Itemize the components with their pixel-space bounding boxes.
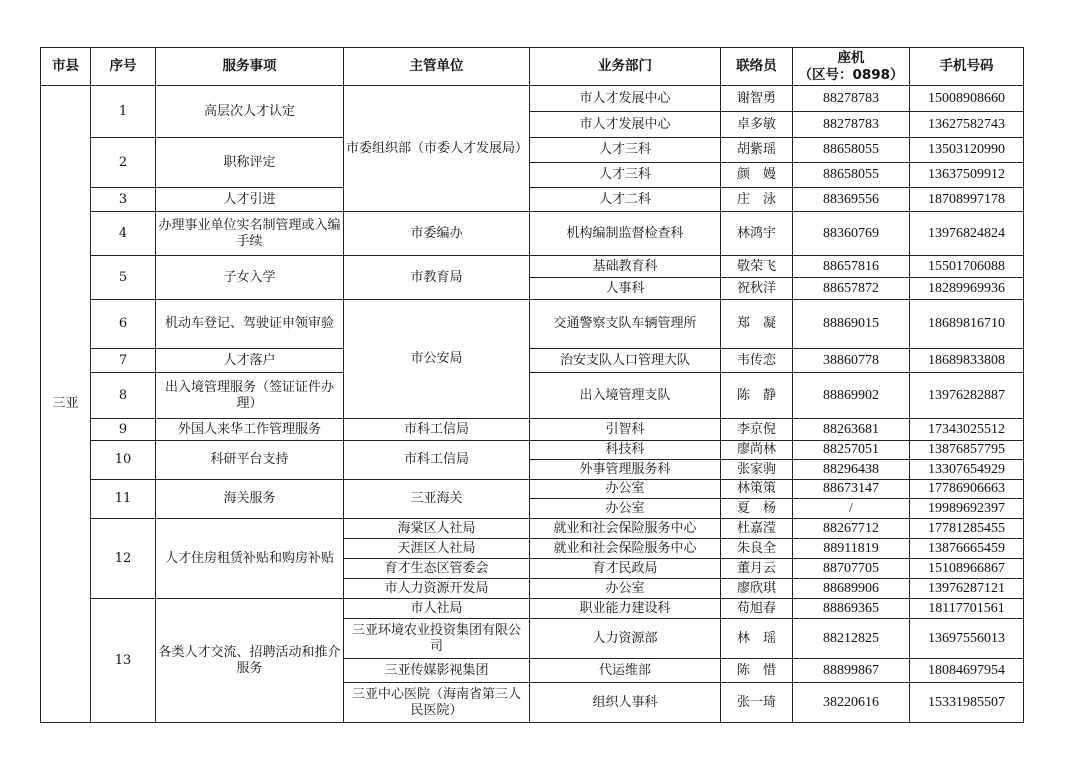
department-cell: 外事管理服务科 (530, 460, 721, 480)
department-cell: 引智科 (530, 419, 721, 441)
service-cell: 高层次人才认定 (156, 86, 344, 138)
contact-cell: 廖欣琪 (721, 579, 793, 599)
landline-cell: 88263681 (793, 419, 910, 441)
landline-cell: 88360769 (793, 212, 910, 256)
item-no: 5 (91, 256, 156, 300)
contact-cell: 张一琦 (721, 683, 793, 723)
department-cell: 机构编制监督检查科 (530, 212, 721, 256)
landline-cell: 88267712 (793, 519, 910, 539)
contact-cell: 郑 凝 (721, 300, 793, 349)
department-cell: 人事科 (530, 278, 721, 300)
table-row (41, 519, 1024, 539)
table-row (41, 349, 1024, 373)
service-cell: 人才引进 (156, 188, 344, 212)
contact-cell: 卓多敏 (721, 112, 793, 138)
authority-cell: 市人社局 (344, 599, 530, 619)
contact-cell: 庄 泳 (721, 188, 793, 212)
landline-cell: 88257051 (793, 441, 910, 460)
department-cell: 就业和社会保险服务中心 (530, 519, 721, 539)
header-contact: 联络员 (721, 48, 793, 86)
table-row (41, 188, 1024, 212)
table-row (41, 480, 1024, 499)
header-no: 序号 (91, 48, 156, 86)
landline-cell: 88869015 (793, 300, 910, 349)
table-row (41, 138, 1024, 163)
mobile-cell: 18084697954 (910, 659, 1024, 683)
header-department: 业务部门 (530, 48, 721, 86)
authority-cell: 三亚海关 (344, 480, 530, 519)
mobile-cell: 17786906663 (910, 480, 1024, 499)
service-cell: 各类人才交流、招聘活动和推介服务 (156, 599, 344, 723)
table-row (41, 256, 1024, 278)
service-cell: 科研平台支持 (156, 441, 344, 480)
landline-cell: 88657872 (793, 278, 910, 300)
service-cell: 外国人来华工作管理服务 (156, 419, 344, 441)
authority-cell: 三亚传媒影视集团 (344, 659, 530, 683)
landline-cell: 38860778 (793, 349, 910, 373)
mobile-cell: 18689816710 (910, 300, 1024, 349)
landline-cell: 88911819 (793, 539, 910, 559)
authority-cell: 三亚环境农业投资集团有限公司 (344, 619, 530, 659)
mobile-cell: 13976282887 (910, 373, 1024, 419)
header-row (41, 48, 1024, 86)
item-no: 12 (91, 519, 156, 599)
department-cell: 科技科 (530, 441, 721, 460)
service-cell: 人才落户 (156, 349, 344, 373)
department-cell: 办公室 (530, 499, 721, 519)
mobile-cell: 13503120990 (910, 138, 1024, 163)
contact-cell: 李京倪 (721, 419, 793, 441)
service-cell: 出入境管理服务（签证证件办理） (156, 373, 344, 419)
department-cell: 人才三科 (530, 138, 721, 163)
authority-cell: 市教育局 (344, 256, 530, 300)
contact-cell: 敬荣飞 (721, 256, 793, 278)
mobile-cell: 13976287121 (910, 579, 1024, 599)
department-cell: 办公室 (530, 579, 721, 599)
item-no: 1 (91, 86, 156, 138)
contact-cell: 胡紫瑶 (721, 138, 793, 163)
table-row (41, 441, 1024, 460)
table-row (41, 419, 1024, 441)
authority-cell: 天涯区人社局 (344, 539, 530, 559)
mobile-cell: 13876857795 (910, 441, 1024, 460)
table-row (41, 373, 1024, 419)
item-no: 6 (91, 300, 156, 349)
authority-cell: 市委组织部（市委人才发展局） (344, 86, 530, 212)
department-cell: 组织人事科 (530, 683, 721, 723)
department-cell: 人才三科 (530, 163, 721, 188)
mobile-cell: 13697556013 (910, 619, 1024, 659)
service-cell: 子女入学 (156, 256, 344, 300)
mobile-cell: 13876665459 (910, 539, 1024, 559)
contact-cell: 董月云 (721, 559, 793, 579)
mobile-cell: 15108966867 (910, 559, 1024, 579)
department-cell: 基础教育科 (530, 256, 721, 278)
contact-table (40, 47, 1024, 723)
contact-cell: 廖尚林 (721, 441, 793, 460)
department-cell: 育才民政局 (530, 559, 721, 579)
item-no: 11 (91, 480, 156, 519)
county-cell: 三亚 (41, 86, 91, 723)
contact-cell: 韦传恋 (721, 349, 793, 373)
mobile-cell: 17781285455 (910, 519, 1024, 539)
department-cell: 就业和社会保险服务中心 (530, 539, 721, 559)
service-cell: 职称评定 (156, 138, 344, 188)
mobile-cell: 18289969936 (910, 278, 1024, 300)
department-cell: 人才二科 (530, 188, 721, 212)
contact-cell: 林鸿宇 (721, 212, 793, 256)
item-no: 10 (91, 441, 156, 480)
service-cell: 办理事业单位实名制管理或入编手续 (156, 212, 344, 256)
authority-cell: 市公安局 (344, 300, 530, 419)
authority-cell: 三亚中心医院（海南省第三人民医院） (344, 683, 530, 723)
authority-cell: 市委编办 (344, 212, 530, 256)
mobile-cell: 17343025512 (910, 419, 1024, 441)
item-no: 9 (91, 419, 156, 441)
department-cell: 出入境管理支队 (530, 373, 721, 419)
department-cell: 治安支队人口管理大队 (530, 349, 721, 373)
contact-cell: 杜嘉滢 (721, 519, 793, 539)
contact-cell: 陈 惜 (721, 659, 793, 683)
contact-cell: 张家驹 (721, 460, 793, 480)
mobile-cell: 19989692397 (910, 499, 1024, 519)
landline-cell: 88899867 (793, 659, 910, 683)
landline-cell: 88869365 (793, 599, 910, 619)
table-row (41, 300, 1024, 349)
contact-cell: 颜 嫚 (721, 163, 793, 188)
landline-cell: 88673147 (793, 480, 910, 499)
mobile-cell: 13627582743 (910, 112, 1024, 138)
authority-cell: 市人力资源开发局 (344, 579, 530, 599)
item-no: 13 (91, 599, 156, 723)
department-cell: 职业能力建设科 (530, 599, 721, 619)
item-no: 4 (91, 212, 156, 256)
item-no: 8 (91, 373, 156, 419)
department-cell: 办公室 (530, 480, 721, 499)
landline-cell: 88869902 (793, 373, 910, 419)
landline-cell: 88369556 (793, 188, 910, 212)
mobile-cell: 15501706088 (910, 256, 1024, 278)
mobile-cell: 18117701561 (910, 599, 1024, 619)
landline-cell: 88296438 (793, 460, 910, 480)
department-cell: 人力资源部 (530, 619, 721, 659)
department-cell: 代运维部 (530, 659, 721, 683)
contact-cell: 林 瑶 (721, 619, 793, 659)
service-cell: 人才住房租赁补贴和购房补贴 (156, 519, 344, 599)
contact-cell: 陈 静 (721, 373, 793, 419)
mobile-cell: 18689833808 (910, 349, 1024, 373)
table-row (41, 86, 1024, 112)
department-cell: 市人才发展中心 (530, 86, 721, 112)
authority-cell: 海棠区人社局 (344, 519, 530, 539)
service-cell: 机动车登记、驾驶证申领审验 (156, 300, 344, 349)
mobile-cell: 18708997178 (910, 188, 1024, 212)
header-mobile: 手机号码 (910, 48, 1024, 86)
mobile-cell: 13637509912 (910, 163, 1024, 188)
contact-cell: 苟旭春 (721, 599, 793, 619)
item-no: 2 (91, 138, 156, 188)
landline-cell: 88278783 (793, 86, 910, 112)
mobile-cell: 13976824824 (910, 212, 1024, 256)
contact-cell: 林策策 (721, 480, 793, 499)
landline-cell: 88707705 (793, 559, 910, 579)
contact-cell: 朱良全 (721, 539, 793, 559)
contact-cell: 祝秋洋 (721, 278, 793, 300)
authority-cell: 市科工信局 (344, 419, 530, 441)
header-service: 服务事项 (156, 48, 344, 86)
header-landline (793, 48, 910, 86)
authority-cell: 市科工信局 (344, 441, 530, 480)
landline-cell: / (793, 499, 910, 519)
header-area-code: （区号：0898） (798, 66, 904, 83)
landline-cell: 88658055 (793, 163, 910, 188)
table-row (41, 599, 1024, 619)
item-no: 7 (91, 349, 156, 373)
header-authority: 主管单位 (344, 48, 530, 86)
table-row (41, 212, 1024, 256)
landline-cell: 88658055 (793, 138, 910, 163)
department-cell: 交通警察支队车辆管理所 (530, 300, 721, 349)
service-cell: 海关服务 (156, 480, 344, 519)
landline-cell: 38220616 (793, 683, 910, 723)
mobile-cell: 13307654929 (910, 460, 1024, 480)
contact-cell: 夏 杨 (721, 499, 793, 519)
landline-cell: 88657816 (793, 256, 910, 278)
landline-cell: 88278783 (793, 112, 910, 138)
mobile-cell: 15008908660 (910, 86, 1024, 112)
mobile-cell: 15331985507 (910, 683, 1024, 723)
header-county: 市县 (41, 48, 91, 86)
landline-cell: 88689906 (793, 579, 910, 599)
authority-cell: 育才生态区管委会 (344, 559, 530, 579)
department-cell: 市人才发展中心 (530, 112, 721, 138)
contact-cell: 谢智勇 (721, 86, 793, 112)
item-no: 3 (91, 188, 156, 212)
header-landline-label: 座机 (837, 50, 865, 67)
landline-cell: 88212825 (793, 619, 910, 659)
